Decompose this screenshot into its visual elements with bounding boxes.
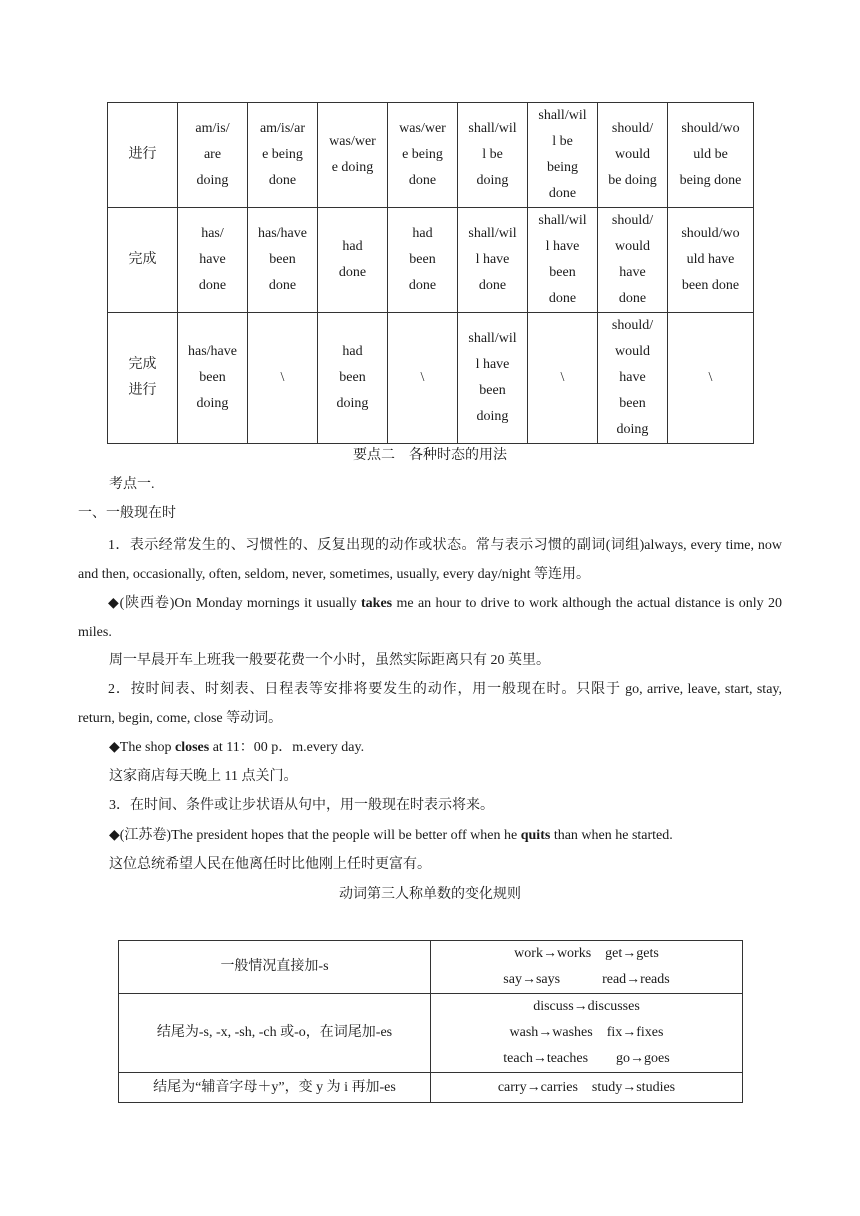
tense-row [108,313,754,444]
tense-form-line: done [198,278,227,293]
tense-form-cell [458,313,528,444]
tense-form-cell [598,313,668,444]
example-sentence-2: ◆The shop closes at 11：00 p．m.every day. [109,740,365,755]
tense-form-cell [388,208,458,313]
tense-form-line: l be [482,147,503,162]
tense-form-line: am/is/ [195,121,230,136]
tense-form-line: shall/wil [468,121,517,136]
tense-form-line: shall/wil [538,108,587,123]
tense-row-label: 进行 [108,103,178,208]
tense-form-line: should/ [611,318,654,333]
tense-form-line: are [203,147,222,162]
tense-form-line: done [408,278,437,293]
tense-row [108,103,754,208]
tense-form-line: was/wer [399,121,446,136]
translation-2: 这家商店每天晚上 11 点关门。 [109,769,298,784]
tense-row [108,208,754,313]
tense-form-cell [388,313,458,444]
rule-examples [431,994,743,1073]
tense-form-line: been [339,370,366,385]
tense-form-line: \ [420,370,425,385]
tense-form-line: doing [616,422,649,437]
rule-table-title: 动词第三人称单数的变化规则 [339,887,521,902]
tense-form-line: had [412,226,433,241]
tense-form-cell [248,103,318,208]
tense-form-cell [528,208,598,313]
tense-form-line: done [618,291,647,306]
rule-example-line: discuss→discusses [533,999,640,1014]
tense-form-line: have [619,265,646,280]
tense-row-label-line: 进行 [128,383,157,398]
tense-form-line: doing [476,409,509,424]
tense-form-cell [178,103,248,208]
tense-form-cell [458,208,528,313]
tense-form-line: being done [679,173,742,188]
tense-form-cell [528,313,598,444]
tense-row-label: 完成 [108,208,178,313]
rule-example-line: work→works get→gets [514,946,659,961]
rule-example-line: carry→carries study→studies [497,1079,676,1095]
usage-paragraph-1: 1．表示经常发生的、习惯性的、反复出现的动作或状态。常与表示习惯的副词(词组)always, every time, now and then, occasionally, often, seldom, never, sometimes, usually, every day/night 等连用。 [78,538,782,582]
tense-form-cell [388,103,458,208]
rule-row [119,1073,743,1103]
tense-form-line: shall/wil [538,213,587,228]
tense-form-cell [248,208,318,313]
tense-form-line: been done [681,278,740,293]
rule-examples [431,941,743,994]
tense-form-line: been [619,396,646,411]
tense-form-line: l have [475,252,510,267]
tense-form-line: \ [280,370,285,385]
tense-form-line: has/ [201,226,224,241]
tense-form-line: uld have [686,252,735,267]
tense-form-line: been [409,252,436,267]
tense-form-line: done [478,278,507,293]
tense-form-line: had [342,344,363,359]
tense-row-label [108,313,178,444]
tense-form-line: should/wo [681,226,740,241]
tense-form-cell [178,313,248,444]
rule-description: 结尾为-s, -x, -sh, -ch 或-o，在词尾加-es [119,994,431,1073]
tense-form-line: has/have [258,226,307,241]
tense-form-cell [598,103,668,208]
tense-form-cell [598,208,668,313]
tense-form-line: done [338,265,367,280]
tense-form-line: uld be [693,147,728,162]
tense-form-line: should/ [611,213,654,228]
tense-form-line: \ [560,370,565,385]
tense-form-cell [458,103,528,208]
tense-form-line: been [549,265,576,280]
tense-form-line: done [408,173,437,188]
tense-form-line: would [615,147,650,162]
tense-form-line: would [615,344,650,359]
tense-form-cell [668,313,754,444]
rule-example-line: wash→washes fix→fixes [509,1025,664,1040]
tense-form-line: done [268,173,297,188]
tense-form-line: being [546,160,579,175]
tense-form-line: \ [708,370,713,385]
tense-form-line: doing [336,396,369,411]
tense-form-cell [528,103,598,208]
translation-3: 这位总统希望人民在他离任时比他刚上任时更富有。 [109,857,431,872]
tense-form-cell [668,208,754,313]
tense-form-line: done [548,186,577,201]
tense-form-line: been [199,370,226,385]
tense-form-line: doing [196,173,229,188]
tense-form-line: be doing [608,173,657,188]
rule-example-line: say→says read→reads [503,972,670,987]
translation-1: 周一早晨开车上班我一般要花费一个小时，虽然实际距离只有 20 英里。 [109,653,550,668]
tense-form-line: doing [196,396,229,411]
rule-description: 一般情况直接加-s [119,941,431,994]
tense-form-cell [318,208,388,313]
third-person-rule-table [118,940,743,1103]
rule-examples [431,1073,743,1103]
tense-form-line: done [548,291,577,306]
tense-form-line: should/wo [681,121,740,136]
tense-form-cell [318,103,388,208]
tense-form-cell [178,208,248,313]
example-sentence-3: ◆(江苏卷)The president hopes that the people will be better off when he quits than when he started. [109,828,673,843]
tense-form-line: been [479,383,506,398]
section-heading: 要点二 各种时态的用法 [353,448,507,463]
tense-form-line: l be [552,134,573,149]
rule-description: 结尾为“辅音字母＋y”，变 y 为 i 再加-es [119,1073,431,1103]
tense-form-line: done [268,278,297,293]
tense-form-line: was/wer [329,134,376,149]
tense-form-line: am/is/ar [259,121,306,136]
tense-form-line: shall/wil [468,226,517,241]
tense-form-line: would [615,239,650,254]
tense-form-line: have [619,370,646,385]
tense-form-table [107,102,754,444]
example-sentence-1: ◆(陕西卷)On Monday mornings it usually takes me an hour to drive to work although the actual distance is only 20 miles. [78,596,782,640]
tense-form-line: e being [262,147,303,162]
tense-form-line: should/ [611,121,654,136]
rule-row [119,994,743,1073]
tense-form-line: been [269,252,296,267]
tense-form-cell [248,313,318,444]
kaodian-label: 考点一. [109,477,155,492]
tense-form-line: l have [475,357,510,372]
usage-paragraph-3: 3．在时间、条件或让步状语从句中，用一般现在时表示将来。 [109,798,494,813]
tense-form-cell [668,103,754,208]
tense-form-line: shall/wil [468,331,517,346]
tense-form-line: has/have [188,344,237,359]
tense-form-line: doing [476,173,509,188]
tense-form-line: have [199,252,226,267]
tense-row-label-line: 完成 [128,357,157,372]
tense-form-line: had [342,239,363,254]
rule-row [119,941,743,994]
tense-form-line: e doing [331,160,374,175]
tense-form-cell [318,313,388,444]
rule-example-line: teach→teaches go→goes [503,1051,670,1066]
subheading-present-simple: 一、一般现在时 [78,506,176,521]
tense-form-line: e being [402,147,443,162]
usage-paragraph-2: 2．按时间表、时刻表、日程表等安排将要发生的动作，用一般现在时。只限于 go, arrive, leave, start, stay, return, begin, come, close 等动词。 [78,682,782,726]
tense-form-line: l have [545,239,580,254]
